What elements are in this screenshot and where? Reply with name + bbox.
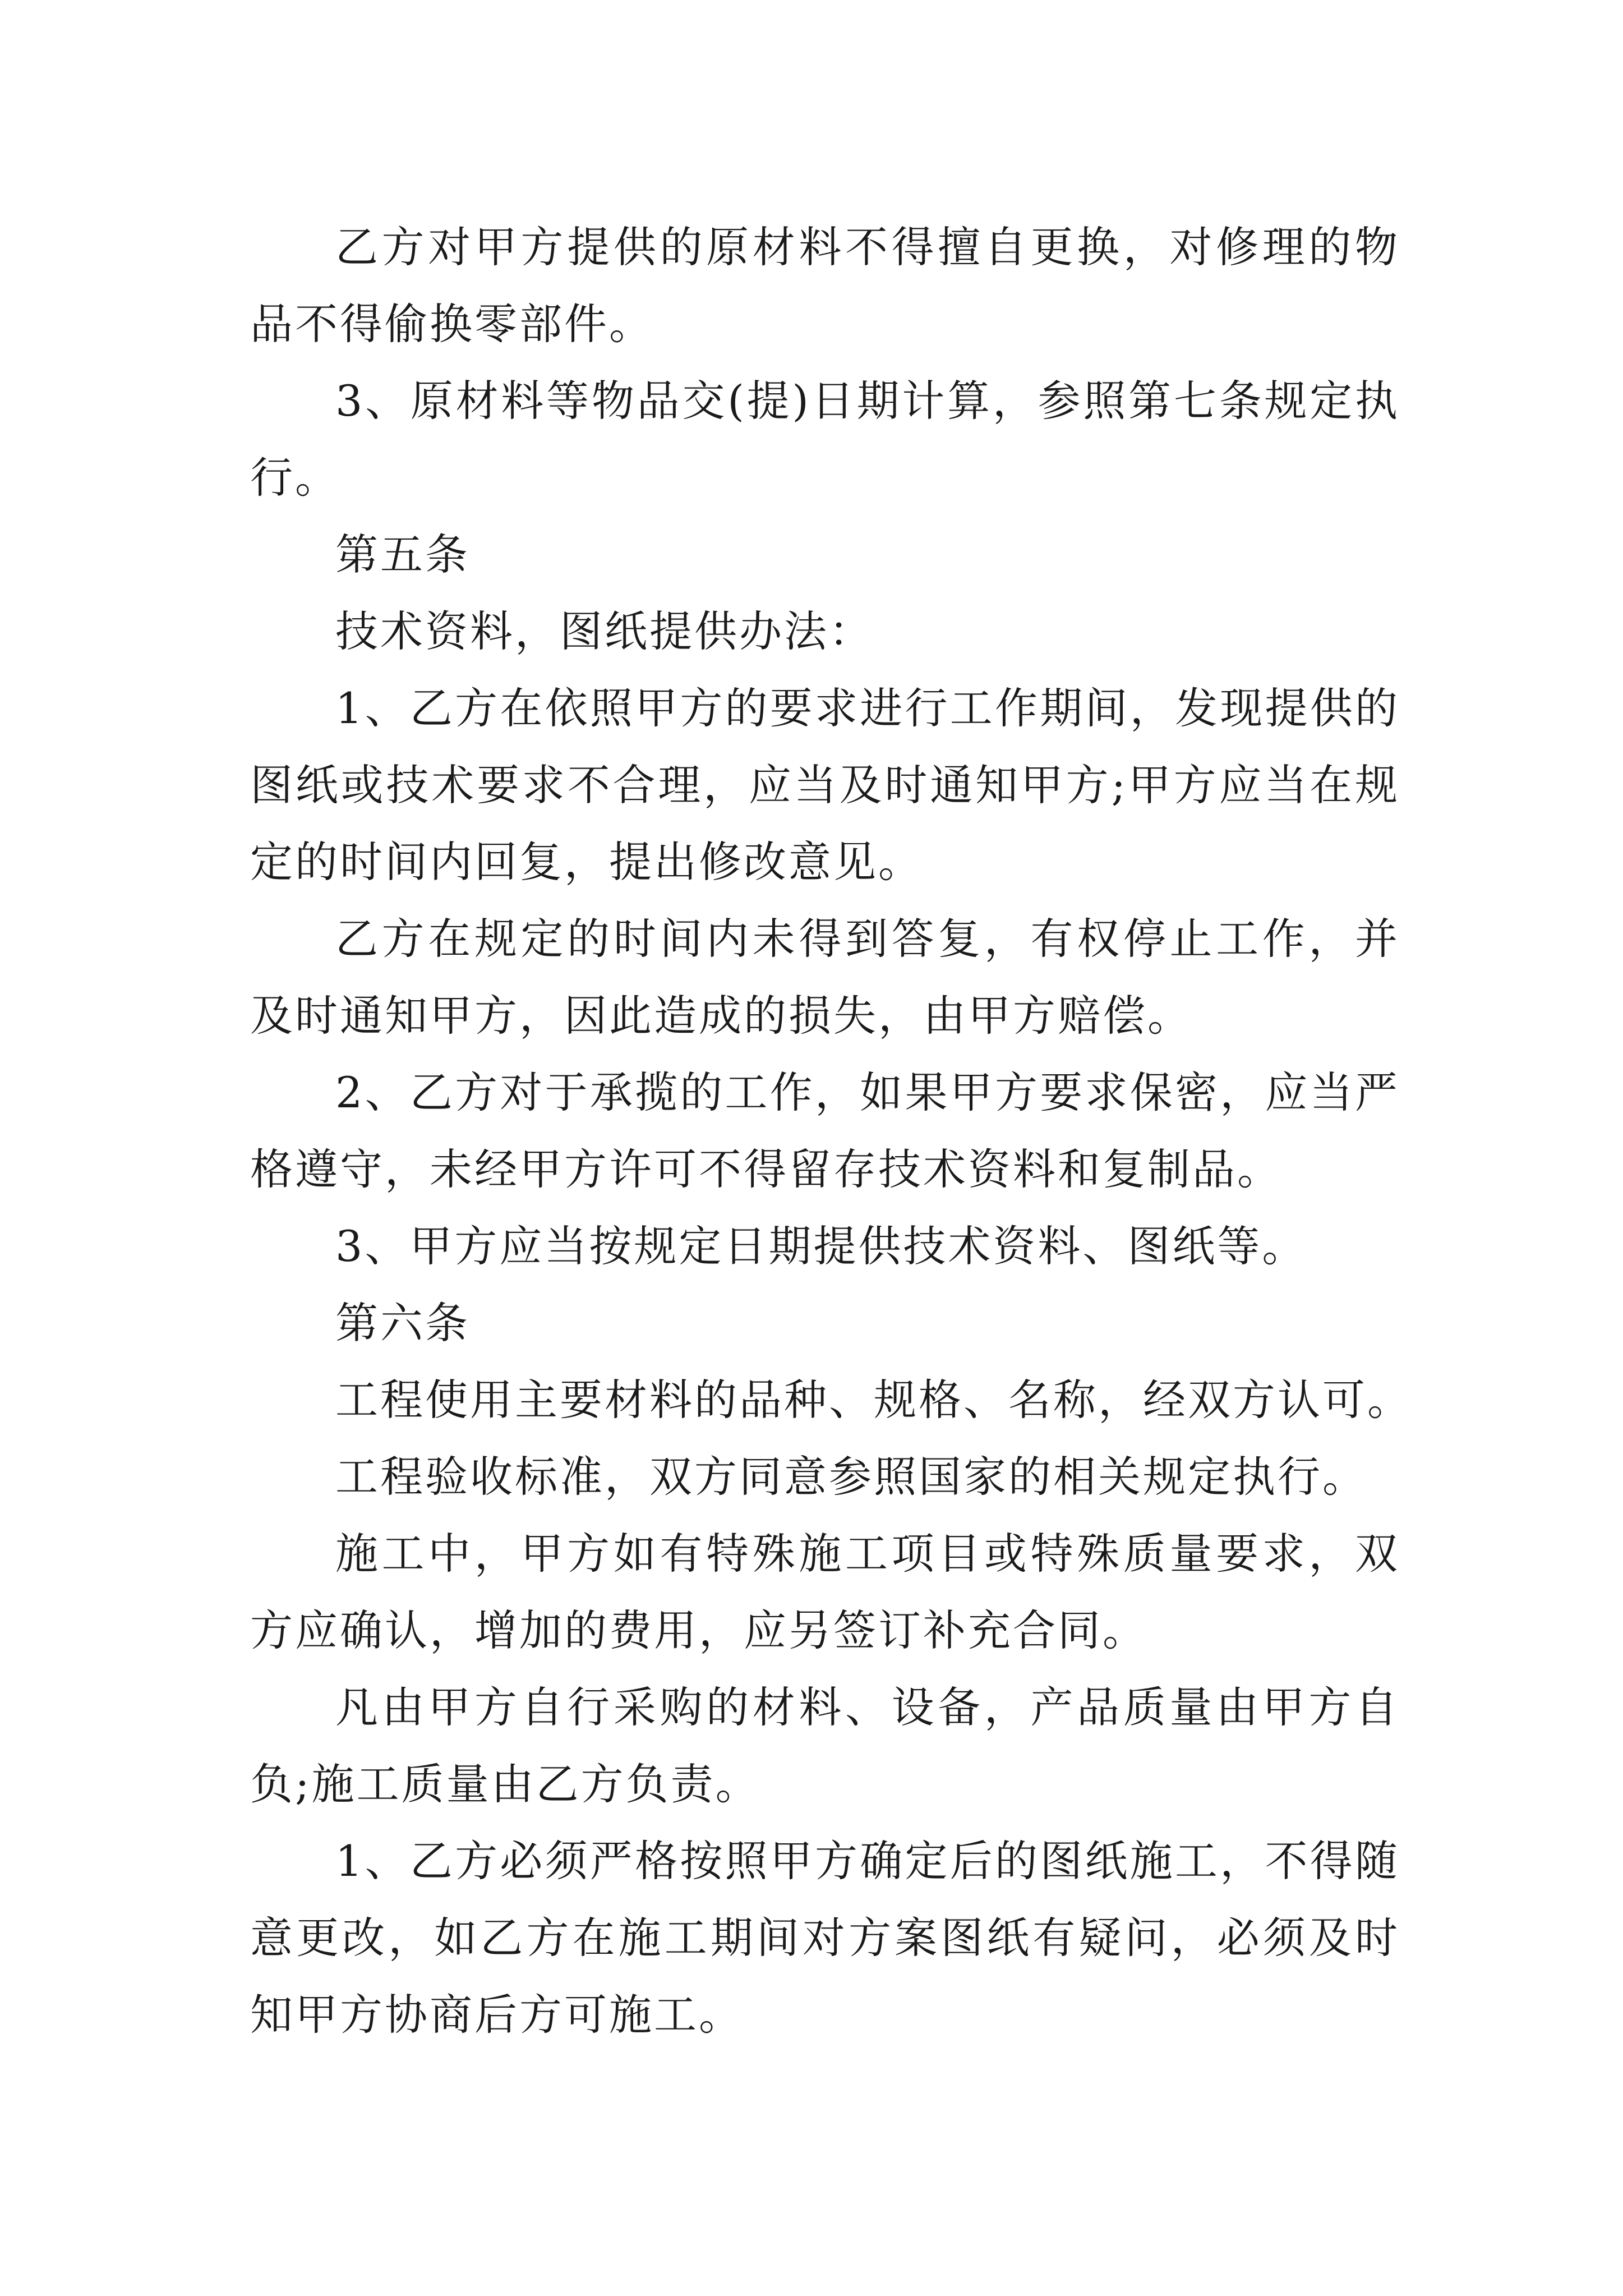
paragraph-confidentiality: 2、乙方对于承揽的工作，如果甲方要求保密，应当严格遵守，未经甲方许可不得留存技术资料和复制品。 (250, 1068, 1400, 1194)
paragraph-technical-data: 技术资料，图纸提供办法： (335, 606, 874, 656)
paragraph-quality-responsibility: 凡由甲方自行采购的材料、设备，产品质量由甲方自负;施工质量由乙方负责。 (250, 1682, 1400, 1809)
article-six-heading: 第六条 (335, 1298, 470, 1348)
paragraph-special-requirements: 施工中，甲方如有特殊施工项目或特殊质量要求，双方应确认，增加的费用，应另签订补充合同。 (250, 1529, 1400, 1655)
paragraph-material-replacement: 乙方对甲方提供的原材料不得擅自更换，对修理的物品不得偷换零部件。 (250, 222, 1400, 349)
paragraph-delivery-date: 3、原材料等物品交(提)日期计算，参照第七条规定执行。 (250, 376, 1400, 503)
paragraph-stop-work: 乙方在规定的时间内未得到答复，有权停止工作，并及时通知甲方，因此造成的损失，由甲方赔偿。 (250, 914, 1400, 1041)
article-five-heading: 第五条 (335, 530, 470, 579)
paragraph-provide-drawings: 3、甲方应当按规定日期提供技术资料、图纸等。 (335, 1221, 1307, 1271)
document-body (250, 209, 1412, 2053)
paragraph-acceptance-standard: 工程验收标准，双方同意参照国家的相关规定执行。 (335, 1452, 1367, 1502)
paragraph-materials-approval: 工程使用主要材料的品种、规格、名称，经双方认可。 (335, 1375, 1412, 1425)
paragraph-construction-drawings: 1、乙方必须严格按照甲方确定后的图纸施工，不得随意更改，如乙方在施工期间对方案图纸有疑问，必须及时知甲方协商后方可施工。 (250, 1836, 1400, 2040)
paragraph-drawing-issues: 1、乙方在依照甲方的要求进行工作期间，发现提供的图纸或技术要求不合理，应当及时通知甲方;甲方应当在规定的时间内回复，提出修改意见。 (250, 683, 1400, 887)
